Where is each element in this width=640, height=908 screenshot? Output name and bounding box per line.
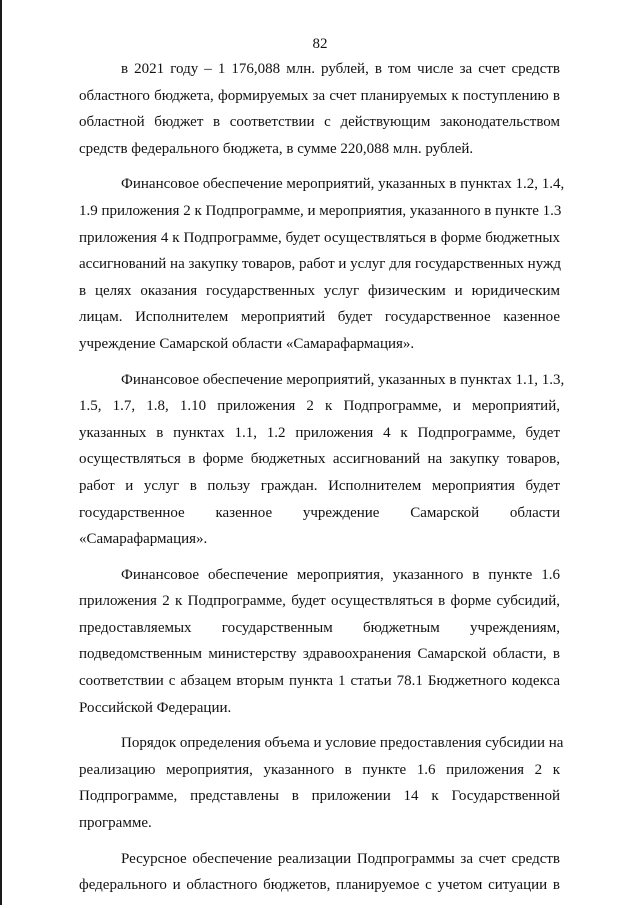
text-line: государственное казенное учреждение Самарской области	[79, 504, 560, 521]
paragraph-resource-support	[79, 846, 560, 899]
text-line: «Самарафармация».	[79, 531, 208, 548]
text-line: в целях оказания государственных услуг физическим и юридическим	[79, 282, 560, 299]
text-line: Ресурсное обеспечение реализации Подпрограммы за счет средств	[121, 850, 560, 867]
paragraph-financing-purchases	[79, 171, 565, 357]
text-line: программе.	[79, 815, 152, 832]
text-line: учреждение Самарской области «Самарафармация».	[79, 335, 415, 352]
text-line: реализацию мероприятия, указанного в пункте 1.6 приложения 2 к	[79, 761, 560, 778]
text-line: федерального и областного бюджетов, планируемое с учетом ситуации в	[79, 877, 560, 894]
text-line: областного бюджета, формируемых за счет планируемых к поступлению в	[79, 87, 560, 104]
paragraph-financing-subsidies	[79, 562, 560, 722]
text-line: 1.9 приложения 2 к Подпрограмме, и мероприятия, указанного в пункте 1.3	[79, 202, 562, 219]
text-line: ассигнований на закупку товаров, работ и услуг для государственных нужд	[79, 256, 561, 273]
text-line: Финансовое обеспечение мероприятий, указанных в пунктах 1.2, 1.4,	[121, 176, 565, 193]
text-line: областной бюджет в соответствии с действующим законодательством	[79, 114, 560, 131]
text-line: подведомственным министерству здравоохранения Самарской области, в	[79, 646, 560, 663]
text-line: Подпрограмме, представлены в приложении 14 к Государственной	[79, 788, 560, 805]
scan-edge	[0, 0, 2, 905]
page-number: 82	[312, 36, 328, 52]
paragraph-subsidy-procedure	[79, 730, 564, 836]
text-line: Финансовое обеспечение мероприятий, указанных в пунктах 1.1, 1.3,	[121, 371, 565, 388]
text-line: осуществляться в форме бюджетных ассигнований на закупку товаров,	[79, 451, 560, 468]
text-line: работ и услуг в пользу граждан. Исполнителем мероприятия будет	[79, 477, 560, 494]
text-line: Российской Федерации.	[79, 699, 232, 716]
text-line: указанных в пунктах 1.1, 1.2 приложения 4 к Подпрограмме, будет	[79, 424, 560, 441]
text-line: лицам. Исполнителем мероприятий будет государственное казенное	[79, 309, 560, 326]
text-line: 1.5, 1.7, 1.8, 1.10 приложения 2 к Подпрограмме, и мероприятий,	[79, 398, 560, 415]
text-line: соответствии с абзацем вторым пункта 1 статьи 78.1 Бюджетного кодекса	[79, 673, 560, 690]
text-line: приложения 2 к Подпрограмме, будет осуществляться в форме субсидий,	[79, 593, 560, 610]
text-line: Финансовое обеспечение мероприятия, указанного в пункте 1.6	[121, 566, 560, 583]
document-body	[79, 56, 565, 908]
text-line: приложения 4 к Подпрограмме, будет осуществляться в форме бюджетных	[79, 229, 560, 246]
text-line: средств федерального бюджета, в сумме 220,088 млн. рублей.	[79, 140, 474, 157]
paragraph-financing-citizens	[79, 367, 565, 553]
text-line: предоставляемых государственным бюджетным учреждениям,	[79, 619, 560, 636]
text-line: Порядок определения объема и условие предоставления субсидии на	[121, 735, 564, 752]
text-line: в 2021 году – 1 176,088 млн. рублей, в том числе за счет средств	[121, 61, 560, 77]
paragraph-budget-2021	[79, 56, 560, 162]
